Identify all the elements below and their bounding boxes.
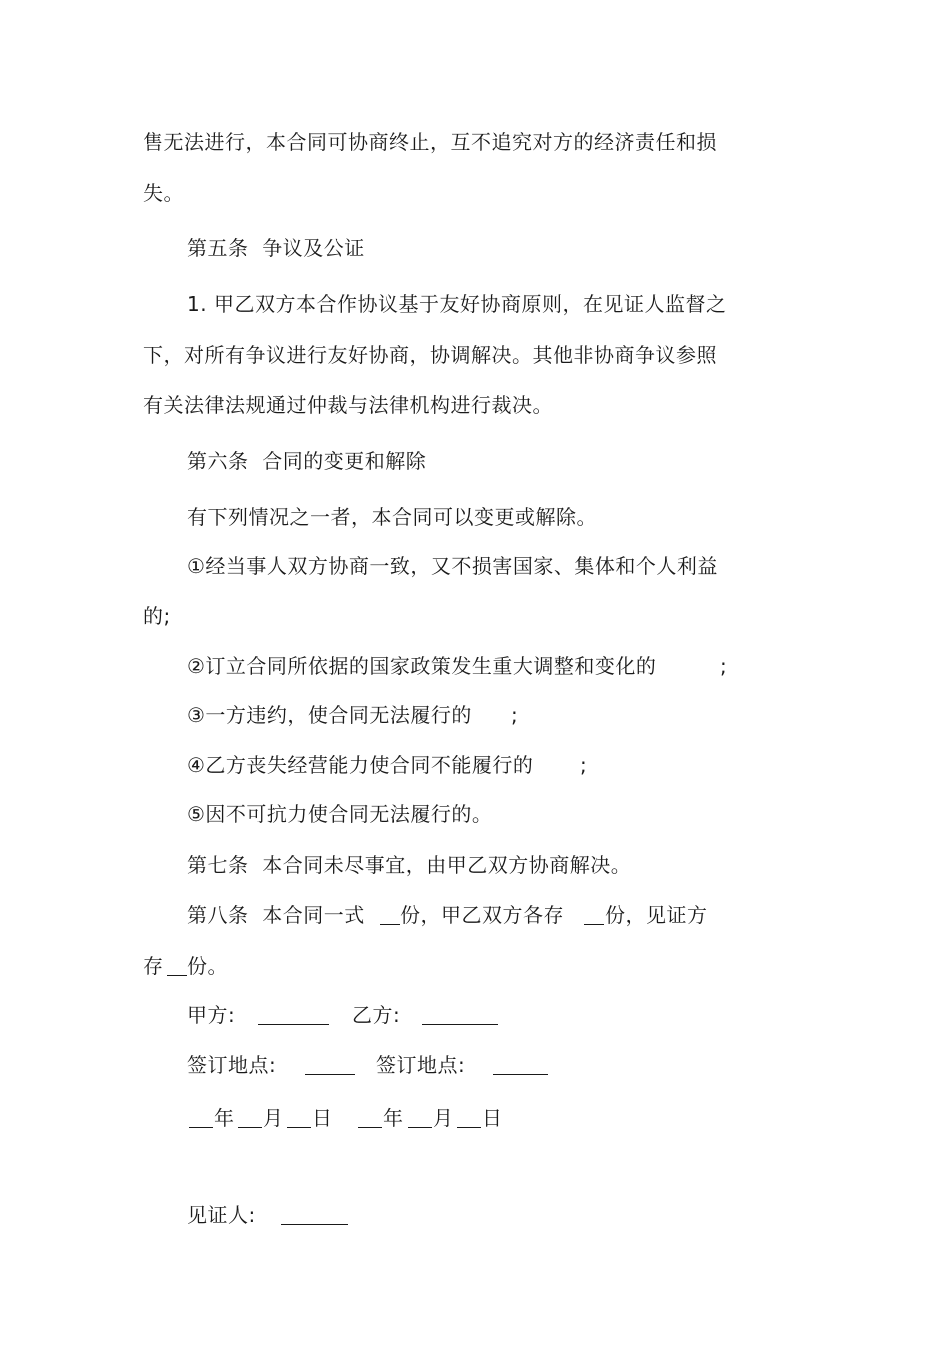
copies-witness-blank <box>167 957 187 976</box>
paragraph-line: 1. 甲乙双方本合作协议基于友好协商原则，在见证人监督之 <box>187 292 727 316</box>
party-a-blank <box>258 1006 329 1025</box>
clause-item-2: ②订立合同所依据的国家政策发生重大调整和变化的 <box>187 654 657 678</box>
clause-item-4: ④乙方丧失经营能力使合同不能履行的 <box>187 753 534 777</box>
date-b-day-blank <box>457 1109 481 1128</box>
place-b-blank <box>493 1056 548 1075</box>
clause-item-5: ⑤因不可抗力使合同无法履行的。 <box>187 802 493 826</box>
clause-item-3-end: ; <box>511 703 519 727</box>
paragraph-line: 有下列情况之一者，本合同可以变更或解除。 <box>187 505 597 529</box>
party-b-blank <box>422 1006 498 1025</box>
copies-parties-blank <box>584 906 604 925</box>
paragraph-line: 有关法律法规通过仲裁与法律机构进行裁决。 <box>143 393 553 417</box>
article-7: 第七条 本合同未尽事宜，由甲乙双方协商解决。 <box>187 853 632 877</box>
date-a-month-blank <box>238 1109 262 1128</box>
clause-item-2-end: ; <box>720 654 728 678</box>
date-b-year-label: 年 <box>383 1106 404 1130</box>
date-a-month-label: 月 <box>263 1106 284 1130</box>
place-b-label: 签订地点: <box>376 1053 466 1077</box>
date-b-month-label: 月 <box>433 1106 454 1130</box>
paragraph-line: 的; <box>143 604 171 628</box>
clause-item-3: ③一方违约，使合同无法履行的 <box>187 703 472 727</box>
date-b-year-blank <box>358 1109 382 1128</box>
place-a-label: 签订地点: <box>187 1053 277 1077</box>
paragraph-line: 失。 <box>143 181 184 205</box>
date-a-year-label: 年 <box>214 1106 235 1130</box>
article-8-part: 份，甲乙双方各存 <box>400 903 564 927</box>
copies-total-blank <box>380 906 400 925</box>
date-b-month-blank <box>408 1109 432 1128</box>
date-a-day-label: 日 <box>312 1106 333 1130</box>
witness-blank <box>281 1206 348 1225</box>
clause-item-1: ①经当事人双方协商一致，又不损害国家、集体和个人利益 <box>187 554 718 578</box>
witness-label: 见证人: <box>187 1203 256 1227</box>
article-8-part: 份。 <box>187 954 228 978</box>
article-8-part: 份，见证方 <box>605 903 708 927</box>
date-b-day-label: 日 <box>482 1106 503 1130</box>
article-8-part: 第八条 本合同一式 <box>187 903 365 927</box>
article-8-part: 存 <box>143 954 164 978</box>
place-a-blank <box>305 1056 355 1075</box>
clause-item-4-end: ; <box>580 753 588 777</box>
paragraph-line: 售无法进行，本合同可协商终止，互不追究对方的经济责任和损 <box>143 130 717 154</box>
article-6-heading: 第六条 合同的变更和解除 <box>187 449 427 473</box>
party-a-label: 甲方: <box>187 1003 236 1027</box>
date-a-day-blank <box>287 1109 311 1128</box>
party-b-label: 乙方: <box>352 1003 401 1027</box>
article-5-heading: 第五条 争议及公证 <box>187 236 365 260</box>
date-a-year-blank <box>189 1109 213 1128</box>
paragraph-line: 下，对所有争议进行友好协商，协调解决。其他非协商争议参照 <box>143 343 717 367</box>
